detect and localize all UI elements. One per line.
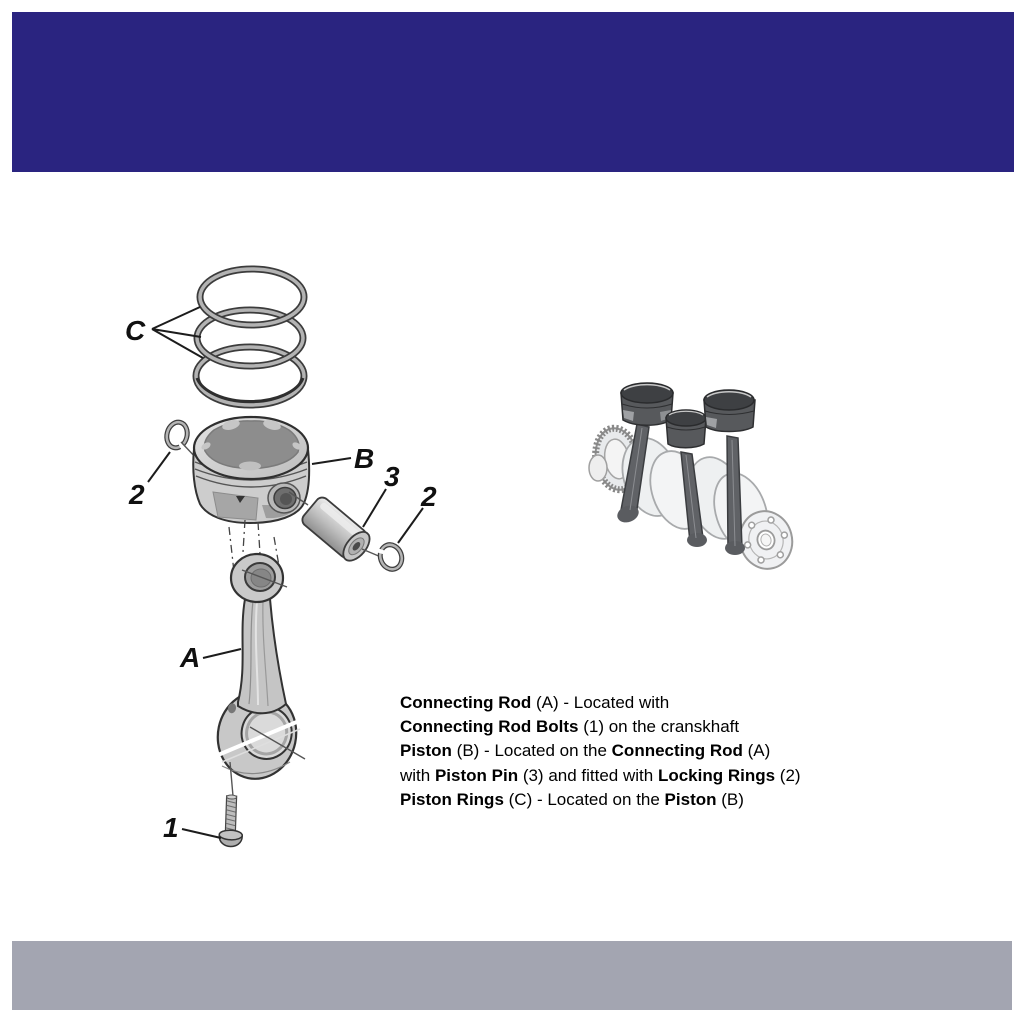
mini-piston-1 <box>621 383 673 425</box>
locking-ring-right <box>375 542 405 573</box>
label-locking-ring-left: 2 <box>129 479 145 510</box>
connecting-rod-group <box>210 554 305 786</box>
description-line-5: Piston Rings (C) - Located on the Piston (B) <box>400 789 744 809</box>
label-piston-rings: C <box>125 315 146 346</box>
leader-line-3 <box>363 489 386 527</box>
label-locking-ring-right: 2 <box>421 481 437 512</box>
parts-description <box>400 691 900 812</box>
piston-group <box>193 417 309 523</box>
leader-line-2-right <box>398 508 423 543</box>
label-piston: B <box>354 443 375 474</box>
label-connecting-rod: A <box>180 642 201 673</box>
piston-pin-group <box>300 495 375 566</box>
leader-line-1 <box>182 829 221 838</box>
piston-crown-dish <box>204 421 299 469</box>
description-line-1: Connecting Rod (A) - Located with <box>400 693 670 712</box>
leader-line-b <box>312 458 351 464</box>
mini-piston-2 <box>666 410 706 448</box>
leader-line-2-left <box>148 452 170 482</box>
description-line-4: with Piston Pin (3) and fitted with Locking Rings (2) <box>400 765 801 785</box>
label-bolt: 1 <box>163 812 179 843</box>
leader-line-a <box>203 649 241 658</box>
locking-ring-left <box>163 420 192 453</box>
mini-piston-3 <box>704 390 755 432</box>
label-piston-pin: 3 <box>384 461 400 492</box>
crankshaft-assembly-illustration <box>589 383 799 575</box>
description-line-3: Piston (B) - Located on the Connecting Rod (A) <box>400 741 771 761</box>
piston-rings-group <box>125 269 304 405</box>
piston-ring-top <box>200 269 304 325</box>
description-line-2: Connecting Rod Bolts (1) on the cranskhaft <box>400 717 740 737</box>
